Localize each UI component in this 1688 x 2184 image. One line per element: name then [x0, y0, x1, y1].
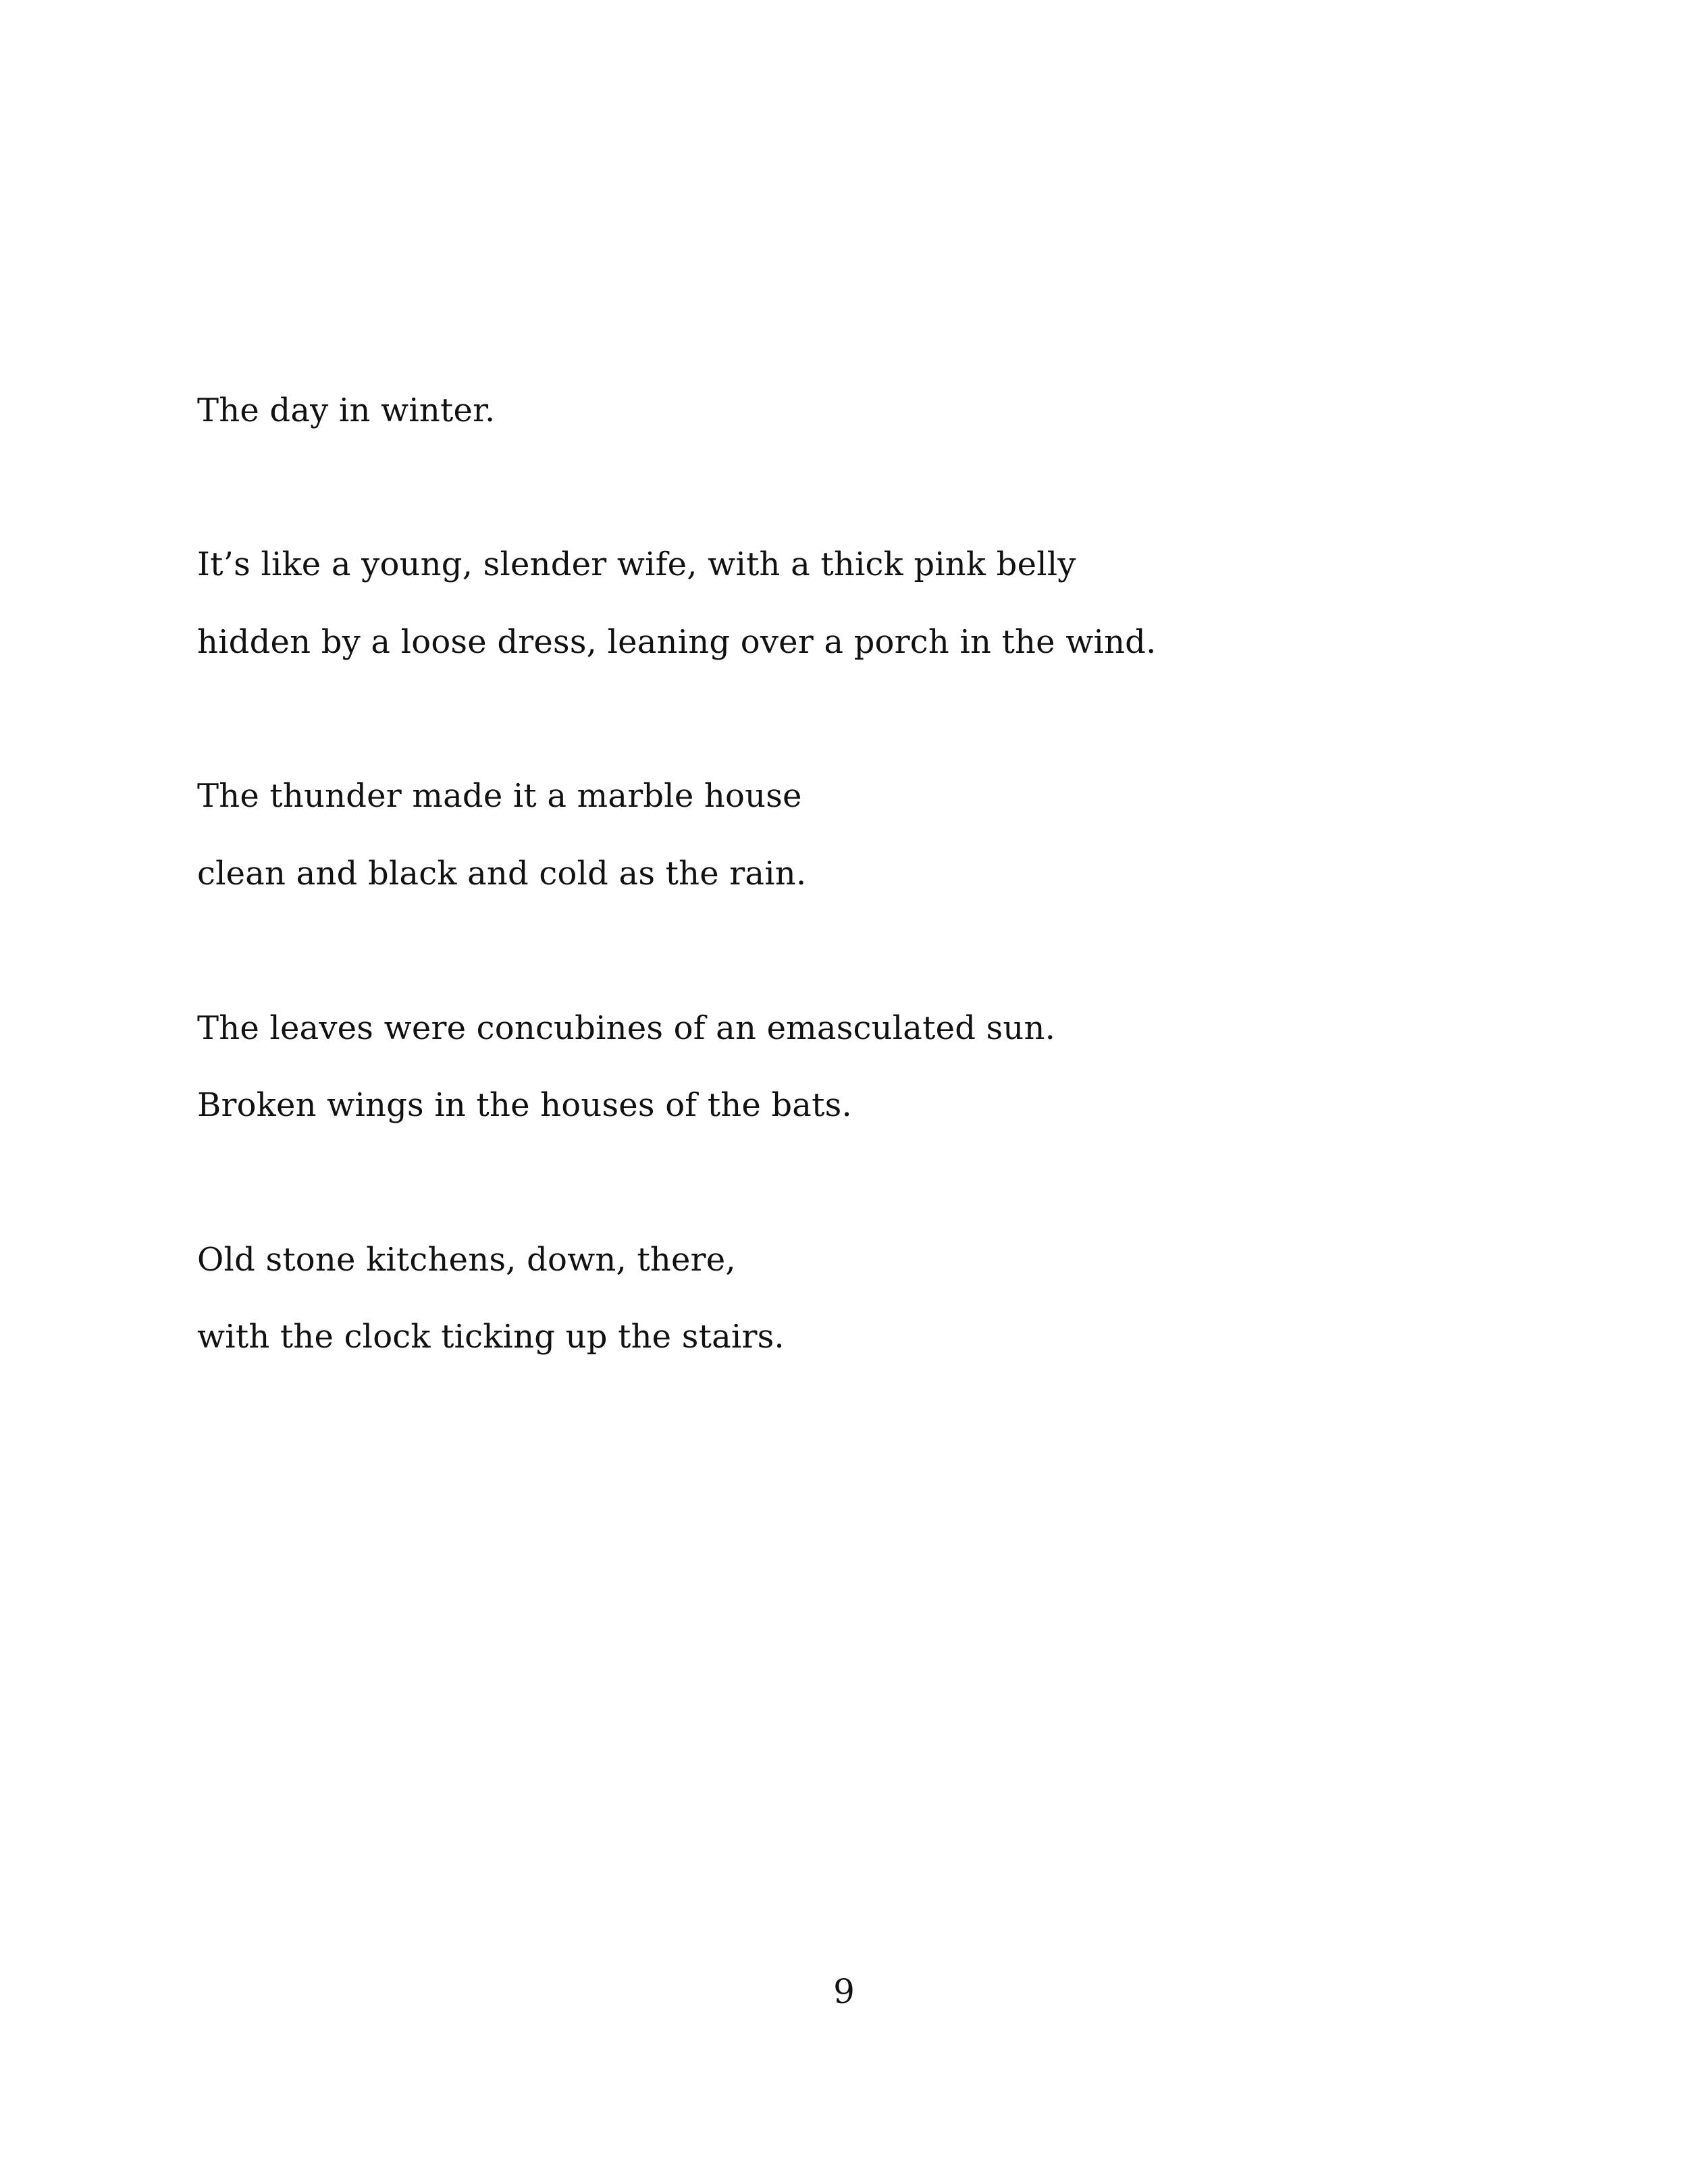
poem-line-8: Old stone kitchens, down, there,: [197, 1241, 736, 1279]
poem-line-4: The thunder made it a marble house: [197, 777, 802, 815]
page-number: 9: [833, 1972, 855, 2011]
poem-line-2: It’s like a young, slender wife, with a thick pink belly: [197, 545, 1076, 583]
poem-line-1: The day in winter.: [197, 392, 496, 429]
poem-line-7: Broken wings in the houses of the bats.: [197, 1086, 852, 1124]
poem-line-5: clean and black and cold as the rain.: [197, 855, 807, 893]
poem-line-9: with the clock ticking up the stairs.: [197, 1318, 785, 1356]
poem-line-6: The leaves were concubines of an emasculated sun.: [197, 1009, 1056, 1047]
poem-line-3: hidden by a loose dress, leaning over a porch in the wind.: [197, 623, 1157, 661]
